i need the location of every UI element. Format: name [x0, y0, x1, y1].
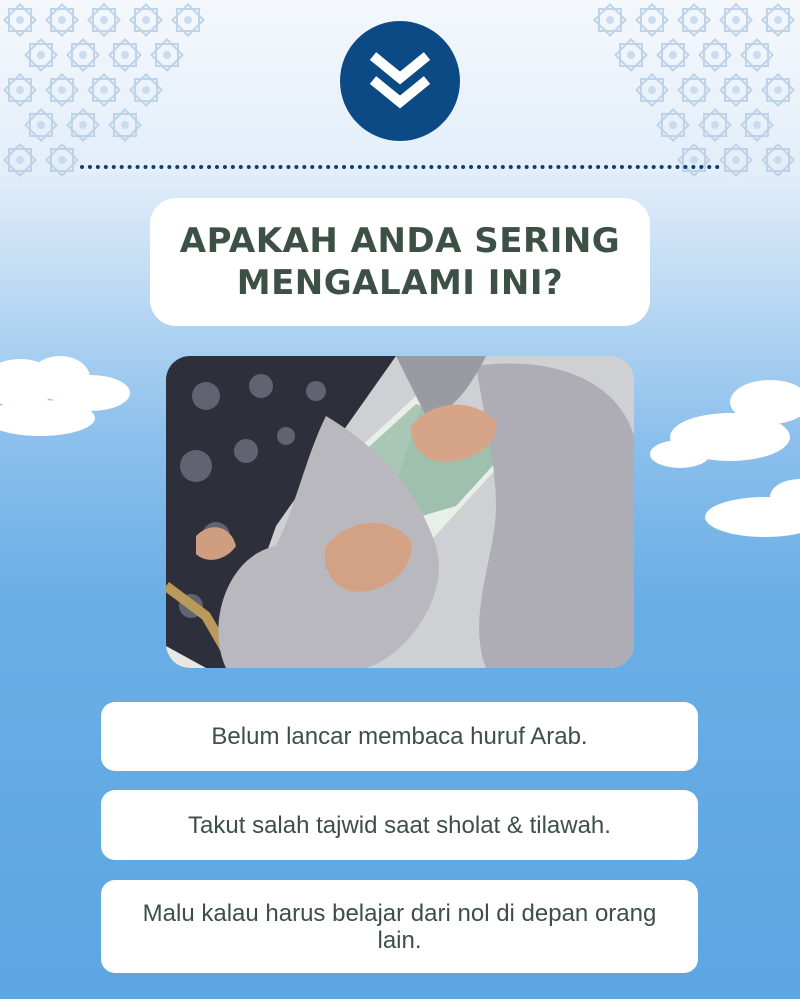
headline-line-2: MENGALAMI INI? — [236, 263, 564, 303]
point-item-1: Belum lancar membaca huruf Arab. — [101, 702, 698, 771]
quran-reading-photo — [166, 356, 634, 668]
headline-line-1: APAKAH ANDA SERING — [179, 221, 621, 261]
islamic-pattern-right — [580, 0, 800, 200]
cloud-left — [0, 338, 140, 448]
islamic-pattern-left — [0, 0, 210, 190]
point-item-3: Malu kalau harus belajar dari nol di depan orang lain. — [101, 880, 698, 973]
chevron-badge — [340, 21, 460, 141]
cloud-right — [640, 372, 800, 542]
double-chevron-down-icon — [365, 50, 435, 112]
dotted-divider — [80, 165, 720, 169]
headline-box — [150, 198, 650, 326]
point-item-2: Takut salah tajwid saat sholat & tilawah. — [101, 790, 698, 860]
